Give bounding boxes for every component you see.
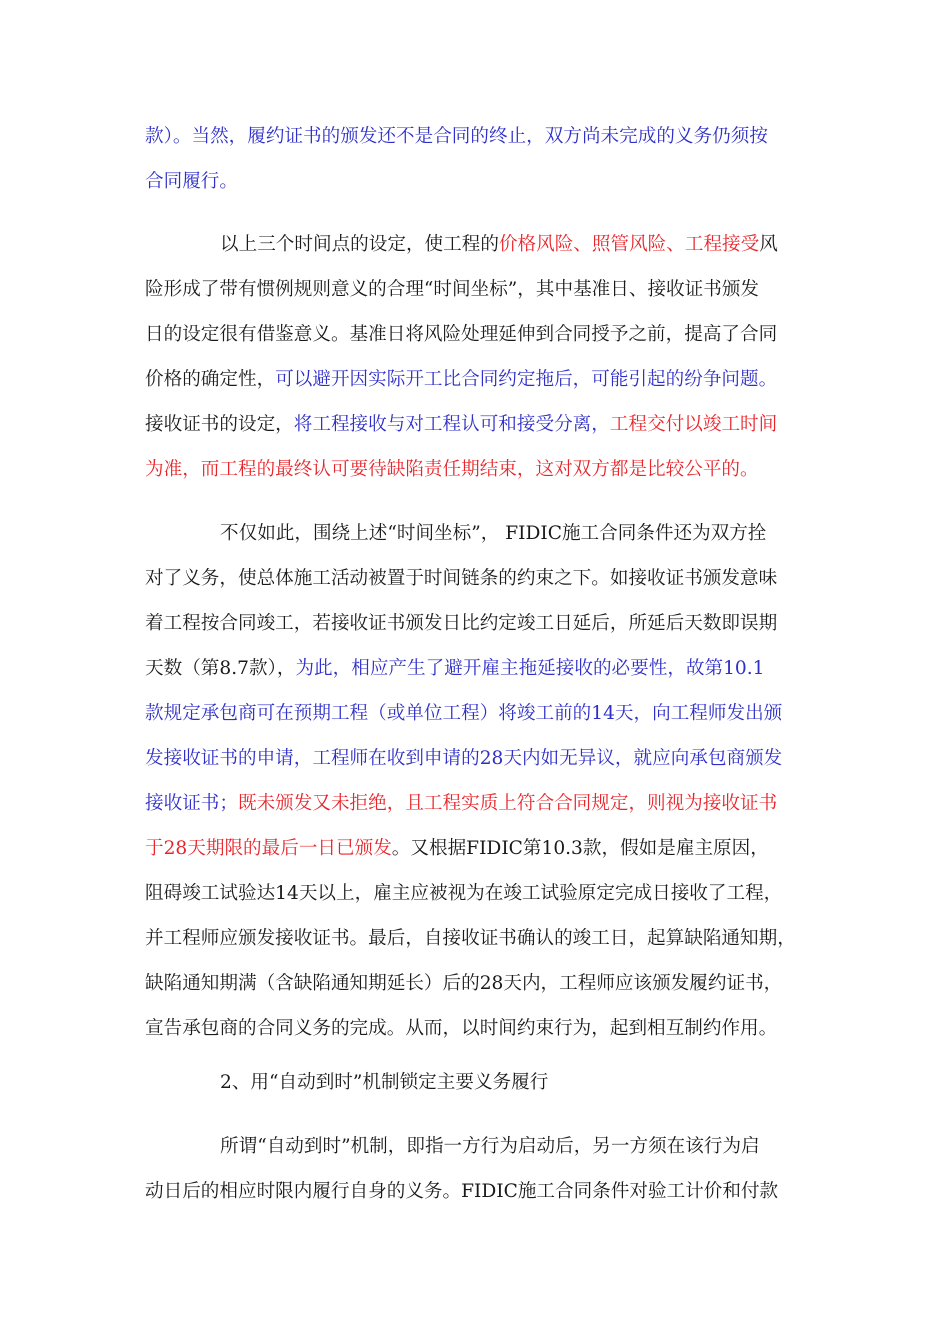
text-line bbox=[145, 267, 815, 312]
text-line bbox=[145, 114, 815, 159]
text-line bbox=[145, 916, 815, 961]
text-run: 阻碍竣工试验达14天以上，雇主应被视为在竣工试验原定完成日接收了工程， bbox=[145, 883, 783, 904]
text-run: 天数（第8.7款）， bbox=[145, 658, 296, 679]
text-line bbox=[145, 447, 815, 492]
text-line bbox=[145, 646, 815, 691]
text-line bbox=[145, 1060, 815, 1105]
highlighted-text-run-red: 价格风险、照管风险、工程接受 bbox=[498, 234, 760, 255]
text-run: 。又根据FIDIC第10.3款，假如是雇主原因， bbox=[391, 838, 769, 859]
text-line bbox=[145, 871, 815, 916]
highlighted-text-run-blue: 可以避开因实际开工比合同约定拖后，可能引起的纷争问题。 bbox=[275, 369, 778, 390]
highlighted-text-run-blue: 款规定承包商可在预期工程（或单位工程）将竣工前的14天，向工程师发出颁 bbox=[145, 703, 783, 724]
highlighted-text-run-blue: 为此，相应产生了避开雇主拖延接收的必要性，故第10.1 bbox=[295, 658, 765, 679]
text-run: 险形成了带有惯例规则意义的合理“时间坐标”，其中基准日、接收证书颁发 bbox=[145, 279, 760, 300]
highlighted-text-run-blue: 合同履行。 bbox=[145, 171, 238, 192]
highlighted-text-run-red: 工程交付以竣工时间 bbox=[609, 414, 778, 435]
text-line bbox=[145, 556, 815, 601]
text-line bbox=[145, 312, 815, 357]
text-line bbox=[145, 781, 815, 826]
text-run: 着工程按合同竣工，若接收证书颁发日比约定竣工日延后，所延后天数即误期 bbox=[145, 613, 778, 634]
highlighted-text-run-blue: 款）。当然， bbox=[145, 126, 248, 147]
text-run: 对了义务，使总体施工活动被置于时间链条的约束之下。如接收证书颁发意味 bbox=[145, 568, 778, 589]
text-line bbox=[145, 159, 815, 204]
paragraph-time-chain-obligations bbox=[145, 511, 815, 1051]
text-run: 风 bbox=[759, 234, 778, 255]
text-line bbox=[145, 511, 815, 556]
text-run: 接收证书的设定， bbox=[145, 414, 294, 435]
highlighted-text-run-blue: 将工程接收与对工程认可和接受分离， bbox=[293, 414, 610, 435]
text-line bbox=[145, 961, 815, 1006]
text-run: 并工程师应颁发接收证书。最后，自接收证书确认的竣工日，起算缺陷通知期， bbox=[145, 928, 796, 949]
paragraph-time-coordinates bbox=[145, 222, 815, 492]
highlighted-text-run-blue: 发接收证书的申请，工程师在收到申请的28天内如无异议，就应向承包商颁发 bbox=[145, 748, 783, 769]
highlighted-text-run-blue: 履约证书的颁发还不是合同的终止，双方尚未完成的义务仍须按 bbox=[247, 126, 768, 147]
text-run: 2、用“自动到时”机制锁定主要义务履行 bbox=[220, 1072, 549, 1093]
text-line bbox=[145, 736, 815, 781]
highlighted-text-run-blue: 接收证书； bbox=[145, 793, 238, 814]
text-line bbox=[145, 826, 815, 871]
text-line bbox=[145, 1006, 815, 1051]
text-line bbox=[145, 1124, 815, 1169]
section-heading-auto-timing bbox=[145, 1060, 815, 1105]
text-line bbox=[145, 357, 815, 402]
text-run: 不仅如此，围绕上述“时间坐标”， FIDIC施工合同条件还为双方拴 bbox=[220, 523, 767, 544]
highlighted-text-run-red: 于28天期限的最后一日已颁发 bbox=[145, 838, 392, 859]
text-line bbox=[145, 601, 815, 646]
text-line bbox=[145, 222, 815, 267]
text-run: 缺陷通知期满（含缺陷通知期延长）后的28天内，工程师应该颁发履约证书， bbox=[145, 973, 783, 994]
paragraph-auto-timing-mechanism bbox=[145, 1124, 815, 1214]
text-run: 以上三个时间点的设定，使工程的 bbox=[220, 234, 499, 255]
text-run: 动日后的相应时限内履行自身的义务。FIDIC施工合同条件对验工计价和付款 bbox=[145, 1181, 779, 1202]
highlighted-text-run-red: 为准，而工程的最终认可要待缺陷责任期结束，这对双方都是比较公平的。 bbox=[145, 459, 759, 480]
text-run: 价格的确定性， bbox=[145, 369, 276, 390]
text-run: 日的设定很有借鉴意义。基准日将风险处理延伸到合同授予之前，提高了合同 bbox=[145, 324, 778, 345]
text-line bbox=[145, 402, 815, 447]
text-line bbox=[145, 1169, 815, 1214]
text-line bbox=[145, 691, 815, 736]
paragraph-certificate-conclusion bbox=[145, 114, 815, 204]
highlighted-text-run-red: 既未颁发又未拒绝，且工程实质上符合合同规定，则视为接收证书 bbox=[237, 793, 778, 814]
text-run: 宣告承包商的合同义务的完成。从而，以时间约束行为，起到相互制约作用。 bbox=[145, 1018, 778, 1039]
text-run: 所谓“自动到时”机制，即指一方行为启动后，另一方须在该行为启 bbox=[220, 1136, 760, 1157]
